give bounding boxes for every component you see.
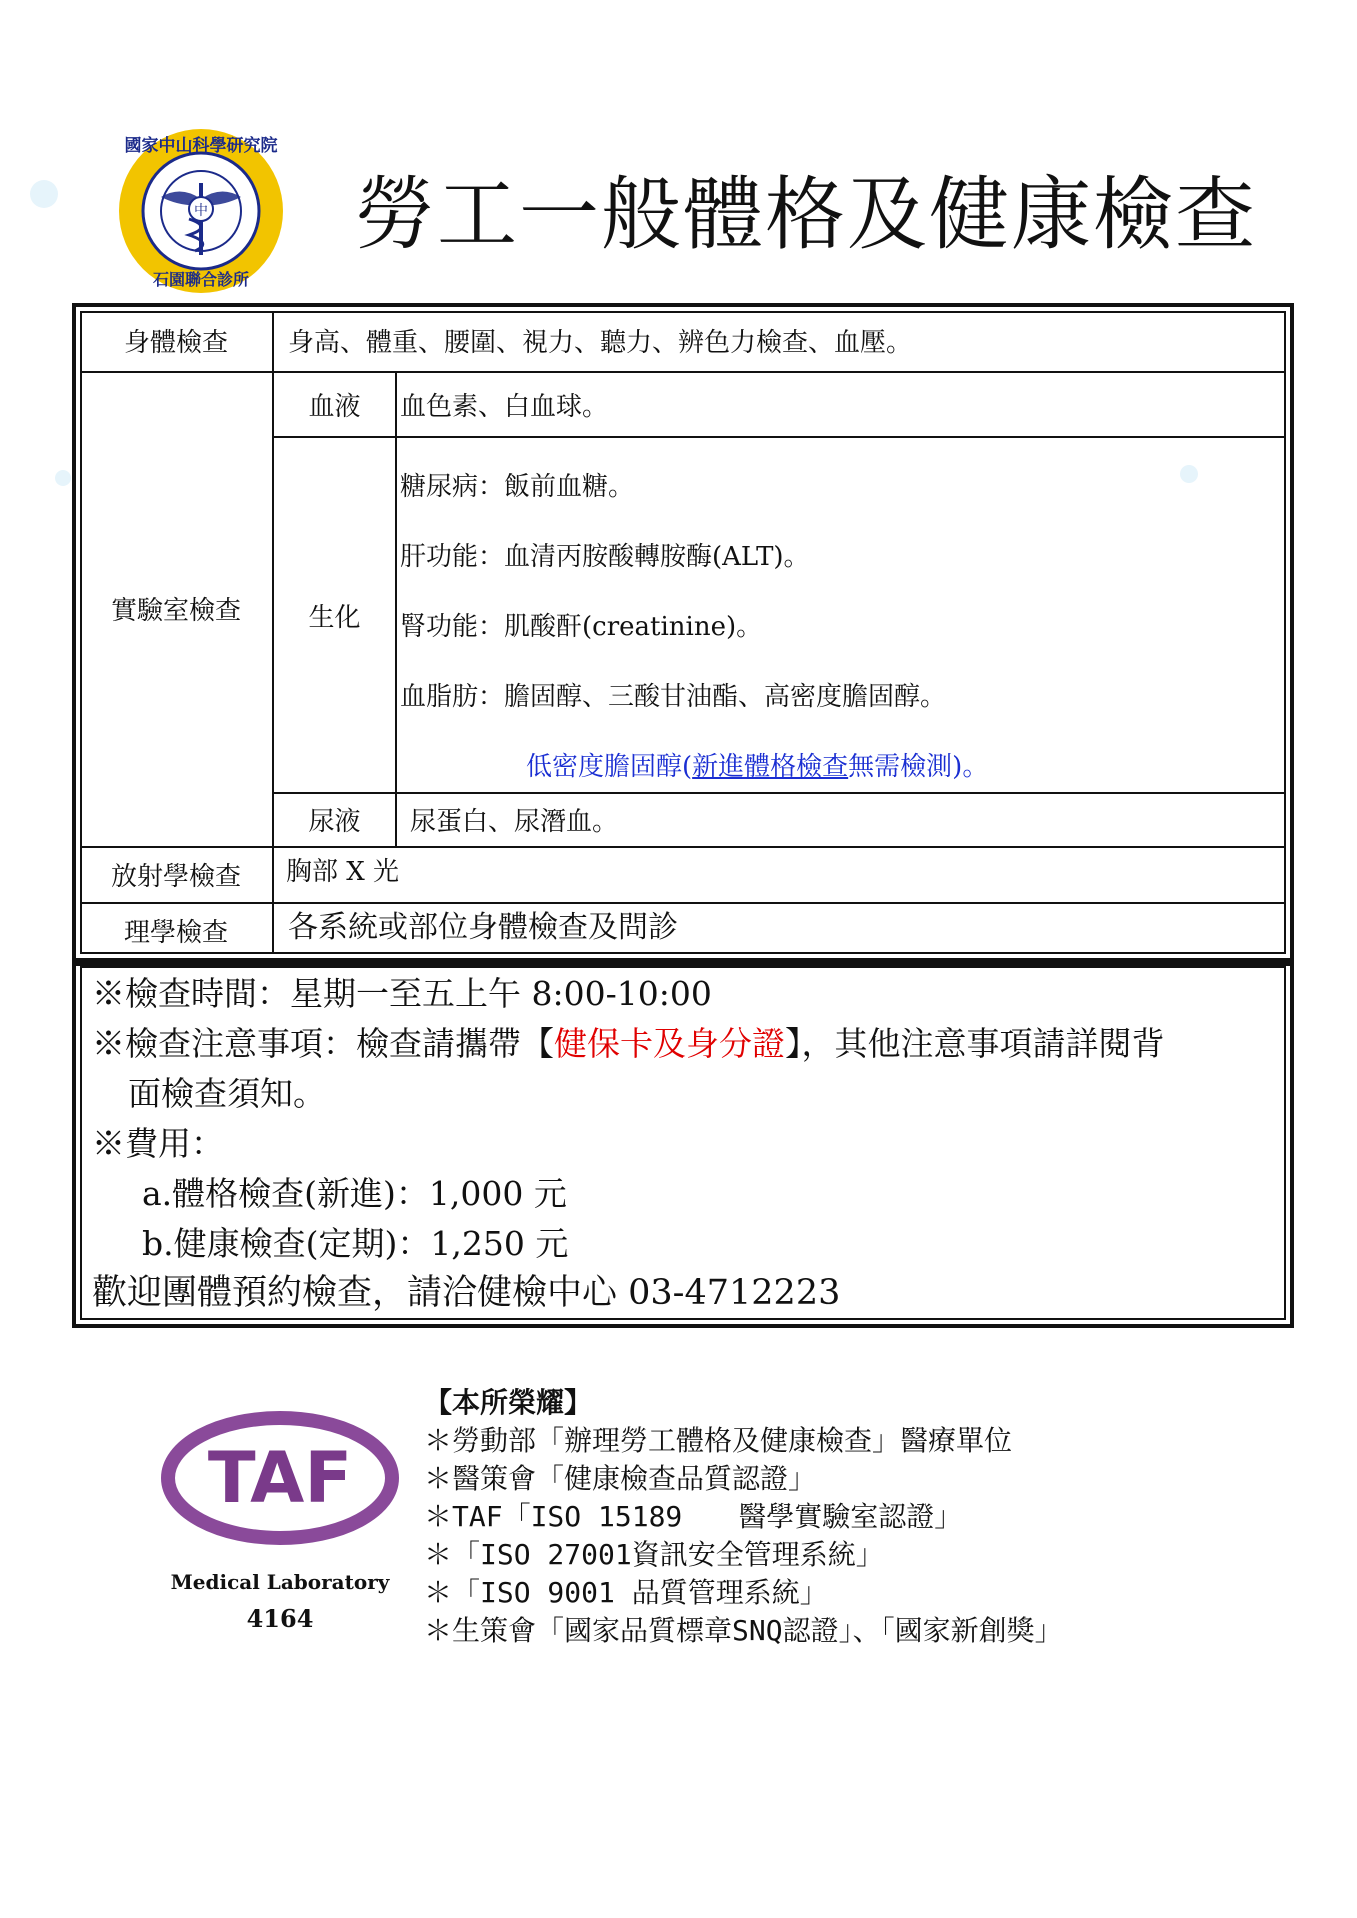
honor-item: ＊「ISO 27001資訊安全管理系統」 <box>424 1538 884 1571</box>
exam-attention <box>92 1024 1165 1064</box>
background-dot <box>55 470 71 486</box>
honor-item: ＊TAF「ISO 15189 醫學實驗室認證」 <box>424 1500 963 1533</box>
fee-b: b.健康檢查(定期)：1,250 元 <box>142 1224 569 1263</box>
logo-top-text: 國家中山科學研究院 <box>124 136 278 156</box>
radiology-value: 胸部 X 光 <box>286 857 400 887</box>
honor-item: ＊生策會「國家品質標章SNQ認證」、「國家新創獎」 <box>424 1614 1063 1647</box>
biochem-item: 腎功能：肌酸酐(creatinine)。 <box>400 612 763 642</box>
row-divider <box>80 902 1286 904</box>
attention-highlight: 健保卡及身分證 <box>554 1024 785 1063</box>
taf-logo <box>160 1410 400 1590</box>
welcome-line: 歡迎團體預約檢查，請洽健檢中心 03-4712223 <box>92 1273 841 1313</box>
row-divider <box>272 792 1286 794</box>
radiology-label: 放射學檢查 <box>110 862 241 892</box>
biochem-item: 肝功能：血清丙胺酸轉胺酶(ALT)。 <box>400 542 810 572</box>
page-title: 勞工一般體格及健康檢查 <box>355 168 1257 261</box>
urine-label: 尿液 <box>308 807 361 837</box>
ldl-note-suffix: 無需檢測)。 <box>848 752 989 782</box>
honor-item: ＊「ISO 9001 品質管理系統」 <box>424 1576 828 1609</box>
column-divider <box>395 371 397 846</box>
biochem-item: 糖尿病：飯前血糖。 <box>400 472 635 502</box>
lab-exam-label: 實驗室檢查 <box>110 596 241 626</box>
fee-label: ※費用： <box>92 1124 224 1163</box>
blood-label: 血液 <box>308 392 361 422</box>
honors-heading: 【本所榮耀】 <box>424 1386 593 1419</box>
ldl-note-underlined: 新進體格檢查 <box>692 752 849 782</box>
exam-attention-continued: 面檢查須知。 <box>128 1074 326 1113</box>
physical-assessment-label: 理學檢查 <box>123 918 228 948</box>
logo-center-text: 中 <box>194 203 208 219</box>
physical-exam-label: 身體檢查 <box>123 328 228 358</box>
taf-logo-text: TAF <box>207 1437 353 1519</box>
logo-bottom-text: 石園聯合診所 <box>152 270 250 289</box>
taf-number: 4164 <box>246 1604 314 1633</box>
honor-item: ＊勞動部「辦理勞工體格及健康檢查」醫療單位 <box>424 1424 1013 1457</box>
taf-caption: Medical Laboratory <box>170 1570 390 1594</box>
background-dot <box>30 180 58 208</box>
ldl-note <box>526 752 988 783</box>
biochem-label: 生化 <box>308 603 361 633</box>
blood-value: 血色素、白血球。 <box>400 392 609 422</box>
attention-prefix: ※檢查注意事項：檢查請攜帶【 <box>92 1024 554 1063</box>
physical-exam-value: 身高、體重、腰圍、視力、聽力、辨色力檢查、血壓。 <box>288 328 913 358</box>
biochem-item: 血脂肪：膽固醇、三酸甘油酯、高密度膽固醇。 <box>400 682 947 712</box>
row-divider <box>80 371 1286 373</box>
row-divider <box>80 846 1286 848</box>
exam-time: ※檢查時間：星期一至五上午 8:00-10:00 <box>92 974 712 1013</box>
honor-item: ＊醫策會「健康檢查品質認證」 <box>424 1462 817 1495</box>
physical-assessment-value: 各系統或部位身體檢查及問診 <box>288 910 678 945</box>
clinic-logo <box>117 127 285 295</box>
fee-a: a.體格檢查(新進)：1,000 元 <box>142 1174 567 1213</box>
notes-inner-border <box>80 966 1286 1320</box>
urine-value: 尿蛋白、尿潛血。 <box>410 807 619 837</box>
ldl-note-prefix: 低密度膽固醇( <box>526 752 693 782</box>
attention-suffix: 】，其他注意事項請詳閱背 <box>785 1024 1165 1063</box>
row-divider <box>272 436 1286 438</box>
